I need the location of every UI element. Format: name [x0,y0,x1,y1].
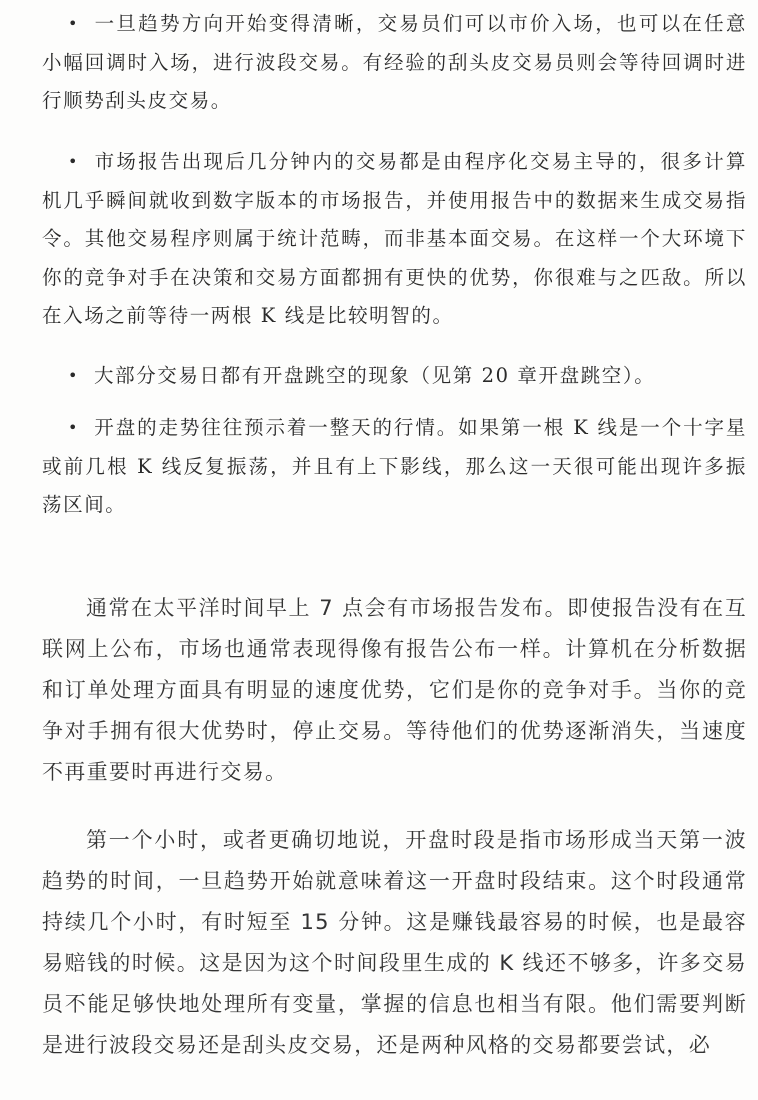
bullet-item [42,357,747,396]
bullet-text: 开盘的走势往往预示着一整天的行情。如果第一根 K 线是一个十字星或前几根 K 线反复振荡，并且有上下影线，那么这一天很可能出现许多振荡区间。 [42,416,747,517]
bullet-marker: • [68,418,80,437]
bullet-item [42,5,747,121]
bullet-item [42,409,747,525]
body-paragraph: 第一个小时，或者更确切地说，开盘时段是指市场形成当天第一波趋势的时间，一旦趋势开始就意味着这一开盘时段结束。这个时段通常持续几个小时，有时短至 15 分钟。这是赚钱最容易的时候，也是最容易赔钱的时候。这是因为这个时间段里生成的 K 线还不够多，许多交易员不能足够快地处理所有变量，掌握的信息也相当有限。他们需要判断是进行波段交易还是刮头皮交易，还是两种风格的交易都要尝试，必 [42,828,747,1057]
body-paragraph: 通常在太平洋时间早上 7 点会有市场报告发布。即使报告没有在互联网上公布，市场也通常表现得像有报告公布一样。计算机在分析数据和订单处理方面具有明显的速度优势，它们是你的竞争对手。当你的竞争对手拥有很大优势时，停止交易。等待他们的优势逐渐消失，当速度不再重要时再进行交易。 [42,596,747,784]
bullet-text: 一旦趋势方向开始变得清晰，交易员们可以市价入场，也可以在任意小幅回调时入场，进行波段交易。有经验的刮头皮交易员则会等待回调时进行顺势刮头皮交易。 [42,12,747,113]
bullet-item [42,143,747,336]
bullet-text: 大部分交易日都有开盘跳空的现象（见第 20 章开盘跳空）。 [94,364,656,387]
bullet-text: 市场报告出现后几分钟内的交易都是由程序化交易主导的，很多计算机几乎瞬间就收到数字版本的市场报告，并使用报告中的数据来生成交易指令。其他交易程序则属于统计范畴，而非基本面交易。在这样一个大环境下你的竞争对手在决策和交易方面都拥有更快的优势，你很难与之匹敌。所以在入场之前等待一两根 K 线是比较明智的。 [42,150,747,328]
bullet-marker: • [68,152,80,171]
bullet-marker: • [68,366,80,385]
bullet-marker: • [68,14,80,33]
